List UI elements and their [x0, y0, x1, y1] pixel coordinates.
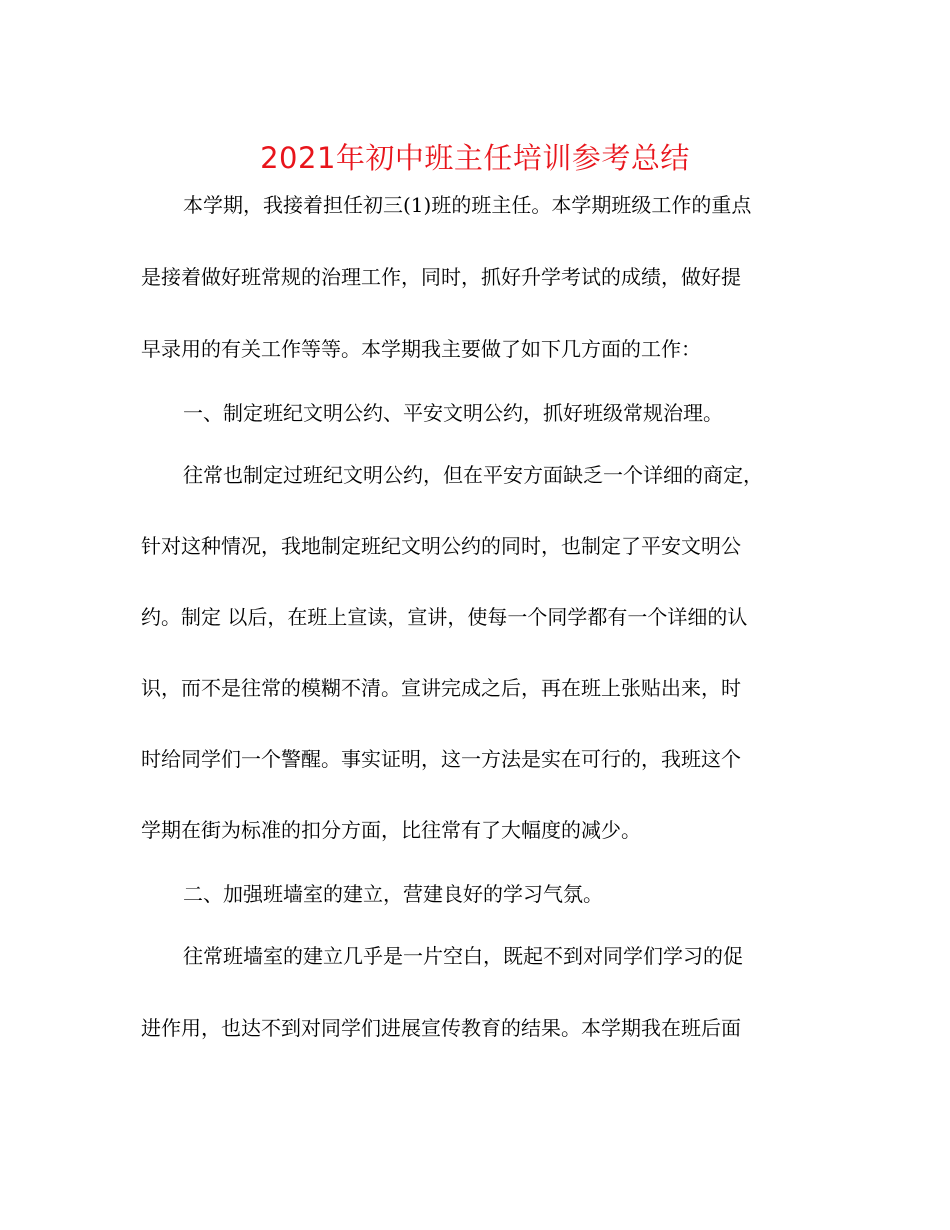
paragraph-3-line-1: 往常班墙室的建立几乎是一片空白，既起不到对同学们学习的促 — [183, 944, 743, 968]
paragraph-2-line-6: 学期在街为标准的扣分方面，比往常有了大幅度的减少。 — [141, 818, 641, 842]
document-title: 2021年初中班主任培训参考总结 — [260, 141, 690, 175]
paragraph-2-line-3: 约。制定 以后，在班上宣读，宣讲，使每一个同学都有一个详细的认 — [141, 605, 748, 629]
section-heading-2: 二、加强班墙室的建立，营建良好的学习气氛。 — [183, 882, 603, 906]
paragraph-1-line-3: 早录用的有关工作等等。本学期我主要做了如下几方面的工作： — [141, 337, 701, 361]
paragraph-1-line-1: 本学期，我接着担任初三(1)班的班主任。本学期班级工作的重点 — [183, 193, 752, 217]
paragraph-2-line-4: 识，而不是往常的模糊不清。宣讲完成之后，再在班上张贴出来，时 — [141, 676, 741, 700]
paragraph-3-line-2: 进作用，也达不到对同学们进展宣传教育的结果。本学期我在班后面 — [141, 1016, 741, 1040]
section-heading-1: 一、制定班纪文明公约、平安文明公约，抓好班级常规治理。 — [183, 401, 723, 425]
paragraph-1-line-2: 是接着做好班常规的治理工作，同时，抓好升学考试的成绩，做好提 — [141, 265, 741, 289]
paragraph-2-line-2: 针对这种情况，我地制定班纪文明公约的同时，也制定了平安文明公 — [141, 534, 741, 558]
paragraph-2-line-5: 时给同学们一个警醒。事实证明，这一方法是实在可行的，我班这个 — [141, 747, 741, 771]
paragraph-2-line-1: 往常也制定过班纪文明公约，但在平安方面缺乏一个详细的商定， — [183, 463, 763, 487]
